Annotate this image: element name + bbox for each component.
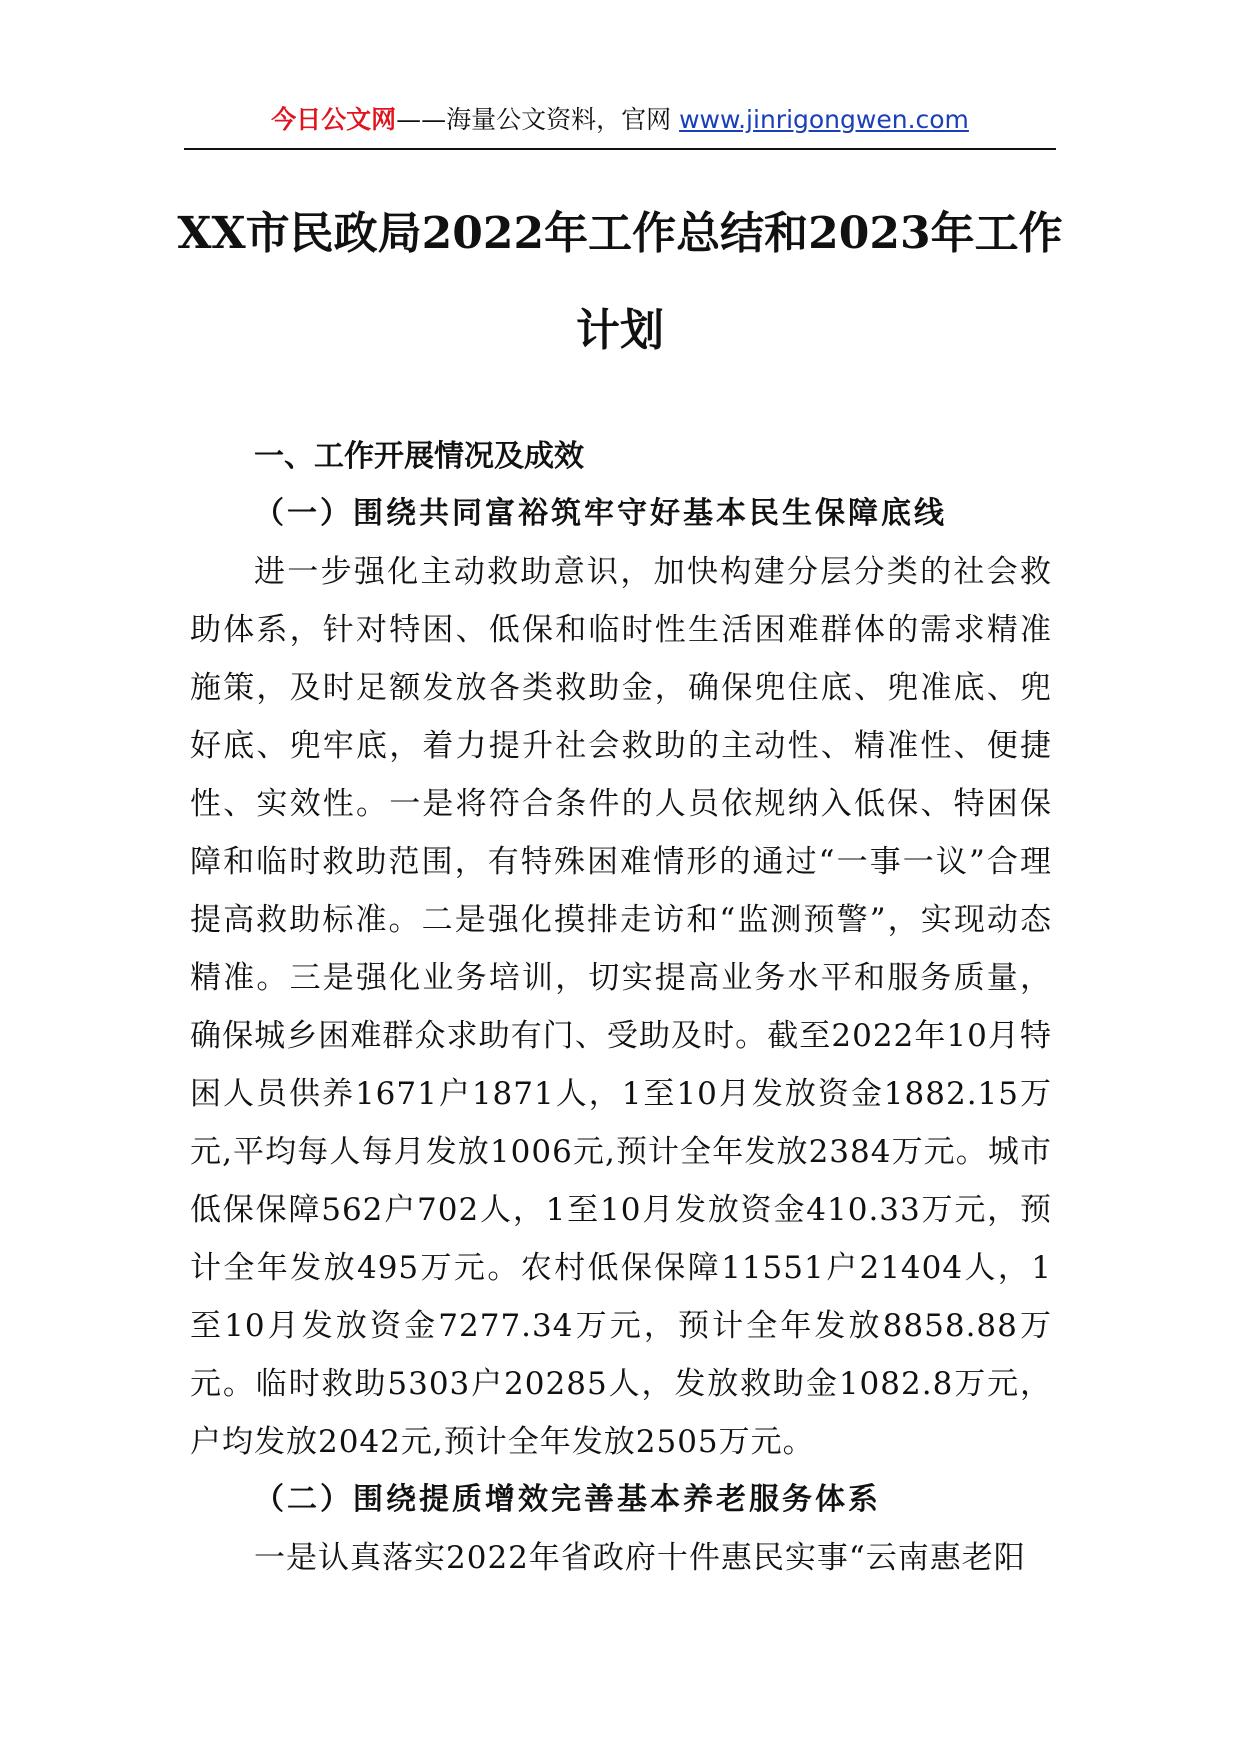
website-link[interactable]: www.jinrigongwen.com: [679, 105, 969, 134]
page-header: [0, 100, 1240, 140]
body-paragraph: 进一步强化主动救助意识，加快构建分层分类的社会救助体系，针对特困、低保和临时性生活困难群体的需求精准施策，及时足额发放各类救助金，确保兜住底、兜准底、兜好底、兜牢底，着力提升社会救助的主动性、精准性、便捷性、实效性。一是将符合条件的人员依规纳入低保、特困保障和临时救助范围，有特殊困难情形的通过“一事一议”合理提高救助标准。二是强化摸排走访和“监测预警”，实现动态精准。三是强化业务培训，切实提高业务水平和服务质量，确保城乡困难群众求助有门、受助及时。截至2022年10月特困人员供养1671户1871人，1至10月发放资金1882.15万元,平均每人每月发放1006元,预计全年发放2384万元。城市低保保障562户702人，1至10月发放资金410.33万元，预计全年发放495万元。农村低保保障11551户21404人，1至10月发放资金7277.34万元，预计全年发放8858.88万元。临时救助5303户20285人，发放救助金1082.8万元，户均发放2042元,预计全年发放2505万元。: [190, 554, 1052, 1460]
section-heading: 一、工作开展情况及成效: [254, 439, 584, 474]
header-divider: [184, 148, 1056, 150]
header-tagline: ——海量公文资料，官网: [396, 105, 680, 134]
subsection-heading: （一）围绕共同富裕筑牢守好基本民生保障底线: [254, 496, 947, 531]
body-paragraph: 一是认真落实2022年省政府十件惠民实事“云南惠老阳: [254, 1540, 1026, 1576]
document-title: XX市民政局2022年工作总结和2023年工作计划: [177, 208, 1063, 356]
subsection-heading: （二）围绕提质增效完善基本养老服务体系: [254, 1482, 881, 1517]
document-body: [190, 428, 1052, 1587]
brand-name: 今日公文网: [271, 105, 397, 134]
